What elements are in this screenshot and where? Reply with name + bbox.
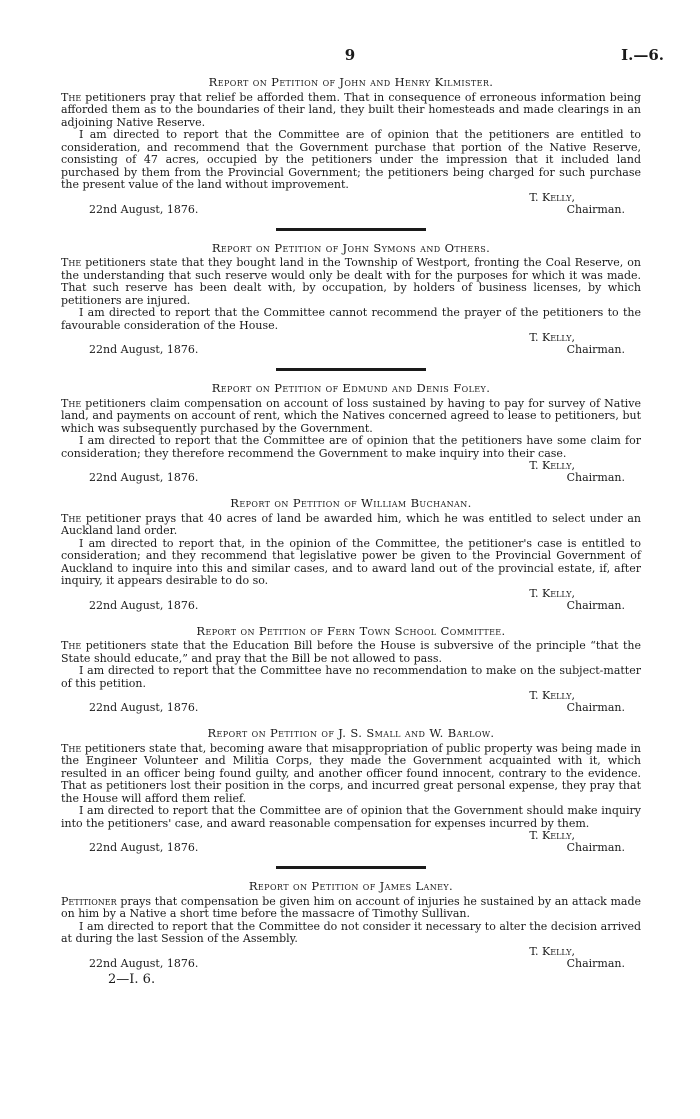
report-paragraph: I am directed to report that the Committee have no recommendation to make on the subject-matter of this petition. xyxy=(61,664,641,690)
signature-block xyxy=(61,946,641,973)
signer-title: Chairman. xyxy=(566,202,625,216)
report-paragraph: Petitioner prays that compensation be given him on account of injuries he sustained by an attack made on him by a Native a short time before the massacre of Timothy Sullivan. xyxy=(61,894,641,920)
report-symons xyxy=(61,242,641,360)
report-paragraph: I am directed to report that the Committee are of opinion that the petitioners are entitled to consideration, and recommend that the Government purchase that portion of the Native Reserve, consisting of 47 acres, occupied by the petitioners under the impression that it included land purchased by them from the Provincial Government; the petitioners being charged for such purchase the present value of the land without improvement. xyxy=(61,128,641,191)
report-date: 22nd August, 1876. xyxy=(89,701,199,714)
signer-name: T. Kelly, xyxy=(529,829,575,842)
signer-title: Chairman. xyxy=(566,598,625,612)
signer-name: T. Kelly, xyxy=(529,586,575,600)
signer-name: T. Kelly, xyxy=(529,459,575,472)
section-divider xyxy=(276,866,426,869)
signature-reference: 2—I. 6. xyxy=(108,971,156,987)
report-paragraph: I am directed to report that the Committee are of opinion that the Government should make inquiry into the petitioners' case, and award reasonable compensation for expenses incurred by them. xyxy=(61,804,641,830)
report-paragraph: The petitioners claim compensation on account of loss sustained by having to pay for survey of Native land, and payments on account of rent, which the Natives concerned agreed to lease to petitioners, but which was subsequently purchased by the Government. xyxy=(61,396,641,435)
report-foley xyxy=(61,382,641,487)
report-paragraph: I am directed to report that the Committee cannot recommend the prayer of the petitioners to the favourable consideration of the House. xyxy=(61,306,641,332)
signer-title: Chairman. xyxy=(566,471,625,484)
report-laney xyxy=(61,880,641,986)
signer-title: Chairman. xyxy=(566,841,625,854)
report-paragraph: The petitioners state that the Education Bill before the House is subversive of the principle “that the State should educate,” and pray that the Bill be not allowed to pass. xyxy=(61,639,641,665)
report-heading: Report on Petition of J. S. Small and W. Barlow. xyxy=(207,726,495,740)
signer-title: Chairman. xyxy=(566,956,625,970)
signature-block xyxy=(61,460,641,487)
report-paragraph: I am directed to report that the Committee do not consider it necessary to alter the decision arrived at during the last Session of the Assembly. xyxy=(61,919,641,945)
report-fern-town xyxy=(61,625,641,718)
signer-name: T. Kelly, xyxy=(529,689,575,702)
document-reference: I.—6. xyxy=(621,46,664,64)
reports-column xyxy=(61,76,641,986)
report-paragraph: The petitioners pray that relief be afforded them. That in consequence of erroneous information being afforded them as to the boundaries of their land, they built their homesteads and made clearings in an adjoining Native Reserve. xyxy=(61,90,641,129)
signer-title: Chairman. xyxy=(566,701,625,714)
signature-block xyxy=(61,332,641,359)
signer-name: T. Kelly, xyxy=(529,190,575,204)
report-paragraph: I am directed to report that, in the opinion of the Committee, the petitioner's case is entitled to consideration; and they recommend that legislative power be given to the Provincial Government of Auckland to inquire into this and similar cases, and to award land out of the provincial estate, if, after inquiry, it appears desirable to do so. xyxy=(61,536,641,587)
report-heading: Report on Petition of William Buchanan. xyxy=(230,496,472,510)
signer-name: T. Kelly, xyxy=(529,331,575,344)
report-date: 22nd August, 1876. xyxy=(89,956,199,970)
signature-block xyxy=(61,192,641,219)
signature-block xyxy=(61,830,641,857)
report-paragraph: The petitioner prays that 40 acres of land be awarded him, which he was entitled to select under an Auckland land order. xyxy=(61,511,641,537)
report-paragraph: The petitioners state that they bought land in the Township of Westport, fronting the Coal Reserve, on the understanding that such reserve would only be dealt with for the purposes for which it was made. That such reserve has been dealt with, by occupation, by holders of business licenses, by which petitioners are injured. xyxy=(61,256,642,307)
report-date: 22nd August, 1876. xyxy=(89,343,199,356)
report-heading: Report on Petition of Edmund and Denis Foley. xyxy=(211,381,491,395)
report-kilmister xyxy=(61,76,641,219)
report-date: 22nd August, 1876. xyxy=(89,202,199,216)
signature-block xyxy=(61,690,641,717)
report-heading: Report on Petition of John Symons and Others. xyxy=(211,240,491,255)
report-date: 22nd August, 1876. xyxy=(89,841,199,854)
page-number: 9 xyxy=(344,46,356,64)
report-heading: Report on Petition of Fern Town School Committee. xyxy=(196,623,506,638)
signer-title: Chairman. xyxy=(566,343,625,356)
report-buchanan xyxy=(61,497,641,615)
signer-name: T. Kelly, xyxy=(529,944,575,958)
report-date: 22nd August, 1876. xyxy=(89,471,199,484)
section-divider xyxy=(276,228,426,231)
report-heading: Report on Petition of John and Henry Kilmister. xyxy=(208,75,494,89)
report-date: 22nd August, 1876. xyxy=(89,598,199,612)
report-small-barlow xyxy=(61,727,641,857)
section-divider xyxy=(276,368,426,371)
signature-block xyxy=(61,588,641,615)
report-paragraph: The petitioners state that, becoming aware that misappropriation of public property was being made in the Engineer Volunteer and Militia Corps, they made the Government acquainted with it, which resulted in an officer being found guilty, and another officer found innocent, contrary to the evidence. That as petitioners lost their position in the corps, and incurred great personal expense, they pray that the House will afford them relief. xyxy=(61,741,642,805)
report-paragraph: I am directed to report that the Committee are of opinion that the petitioners have some claim for consideration; they therefore recommend the Government to make inquiry into their case. xyxy=(61,434,641,460)
report-heading: Report on Petition of James Laney. xyxy=(248,879,454,893)
